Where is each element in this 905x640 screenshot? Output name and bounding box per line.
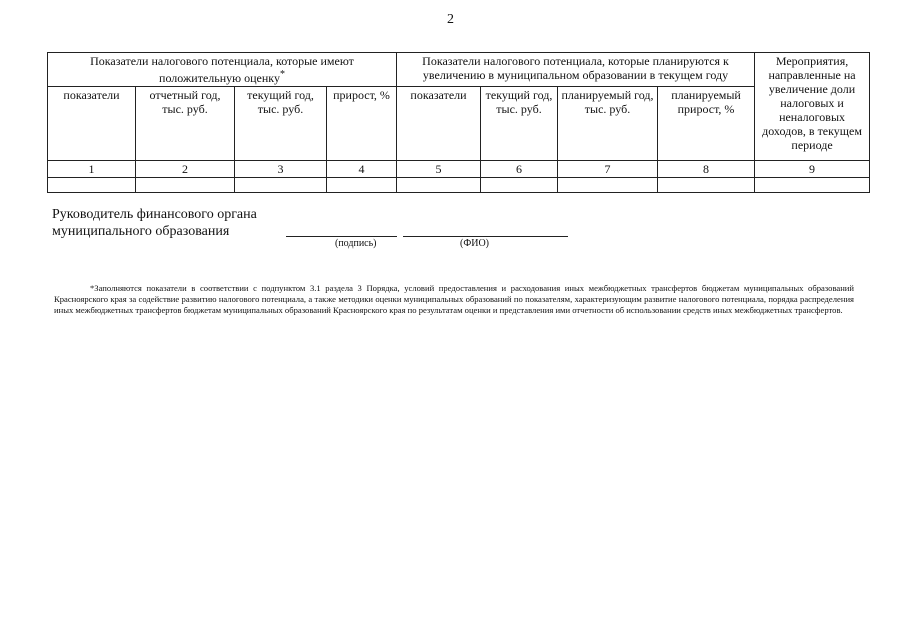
signature-title-line2: муниципального образования (52, 224, 230, 239)
column-number-row (48, 161, 870, 178)
page-number: 2 (447, 12, 454, 27)
column-header: планируемый прирост, % (658, 87, 755, 161)
signature-title-line1: Руководитель финансового органа (52, 207, 257, 222)
column-header: текущий год, тыс. руб. (235, 87, 327, 161)
column-number: 1 (48, 161, 136, 178)
group-header-planned: Показатели налогового потенциала, которые планируются к увеличению в муниципальном образовании в текущем году (397, 53, 755, 87)
empty-cell (136, 178, 235, 193)
empty-cell (327, 178, 397, 193)
group-header-positive-text: Показатели налогового потенциала, которые имеют положительную оценку (90, 54, 354, 85)
signature-line (286, 236, 397, 237)
column-number: 8 (658, 161, 755, 178)
empty-cell (658, 178, 755, 193)
column-header: текущий год, тыс. руб. (481, 87, 558, 161)
column-header: отчетный год, тыс. руб. (136, 87, 235, 161)
column-number: 7 (558, 161, 658, 178)
name-line (403, 236, 568, 237)
column-header: показатели (48, 87, 136, 161)
signature-title (52, 206, 257, 240)
column-header: планируемый год, тыс. руб. (558, 87, 658, 161)
column-number: 2 (136, 161, 235, 178)
column-number: 5 (397, 161, 481, 178)
footnote: *Заполняются показатели в соответствии с подпунктом 3.1 раздела 3 Порядка, условий предоставления и расходования иных межбюджетных трансфертов бюджетам муниципальных образований Красноярского края за содействие развитию налогового потенциала, а также методики оценки муниципальных образований по показателям, характеризующим развитие налогового потенциала, порядка распределения иных межбюджетных трансфертов бюджетам муниципальных образований Красноярского края по результатам оценки и представления ими отчетности об использовании средств иных межбюджетных трансфертов. (54, 283, 854, 315)
column-header: прирост, % (327, 87, 397, 161)
empty-cell (397, 178, 481, 193)
column-number: 6 (481, 161, 558, 178)
column-header: показатели (397, 87, 481, 161)
empty-cell (235, 178, 327, 193)
indicators-table (47, 52, 870, 193)
empty-cell (481, 178, 558, 193)
footnote-marker: * (279, 69, 285, 80)
empty-cell (558, 178, 658, 193)
empty-data-row (48, 178, 870, 193)
name-caption: (ФИО) (460, 238, 490, 249)
empty-cell (755, 178, 870, 193)
column-number: 3 (235, 161, 327, 178)
measures-header: Мероприятия, направленные на увеличение доли налоговых и неналоговых доходов, в текущем периоде (755, 53, 870, 161)
group-header-positive (48, 53, 397, 87)
signature-caption: (подпись) (335, 238, 377, 249)
column-number: 4 (327, 161, 397, 178)
column-number: 9 (755, 161, 870, 178)
empty-cell (48, 178, 136, 193)
